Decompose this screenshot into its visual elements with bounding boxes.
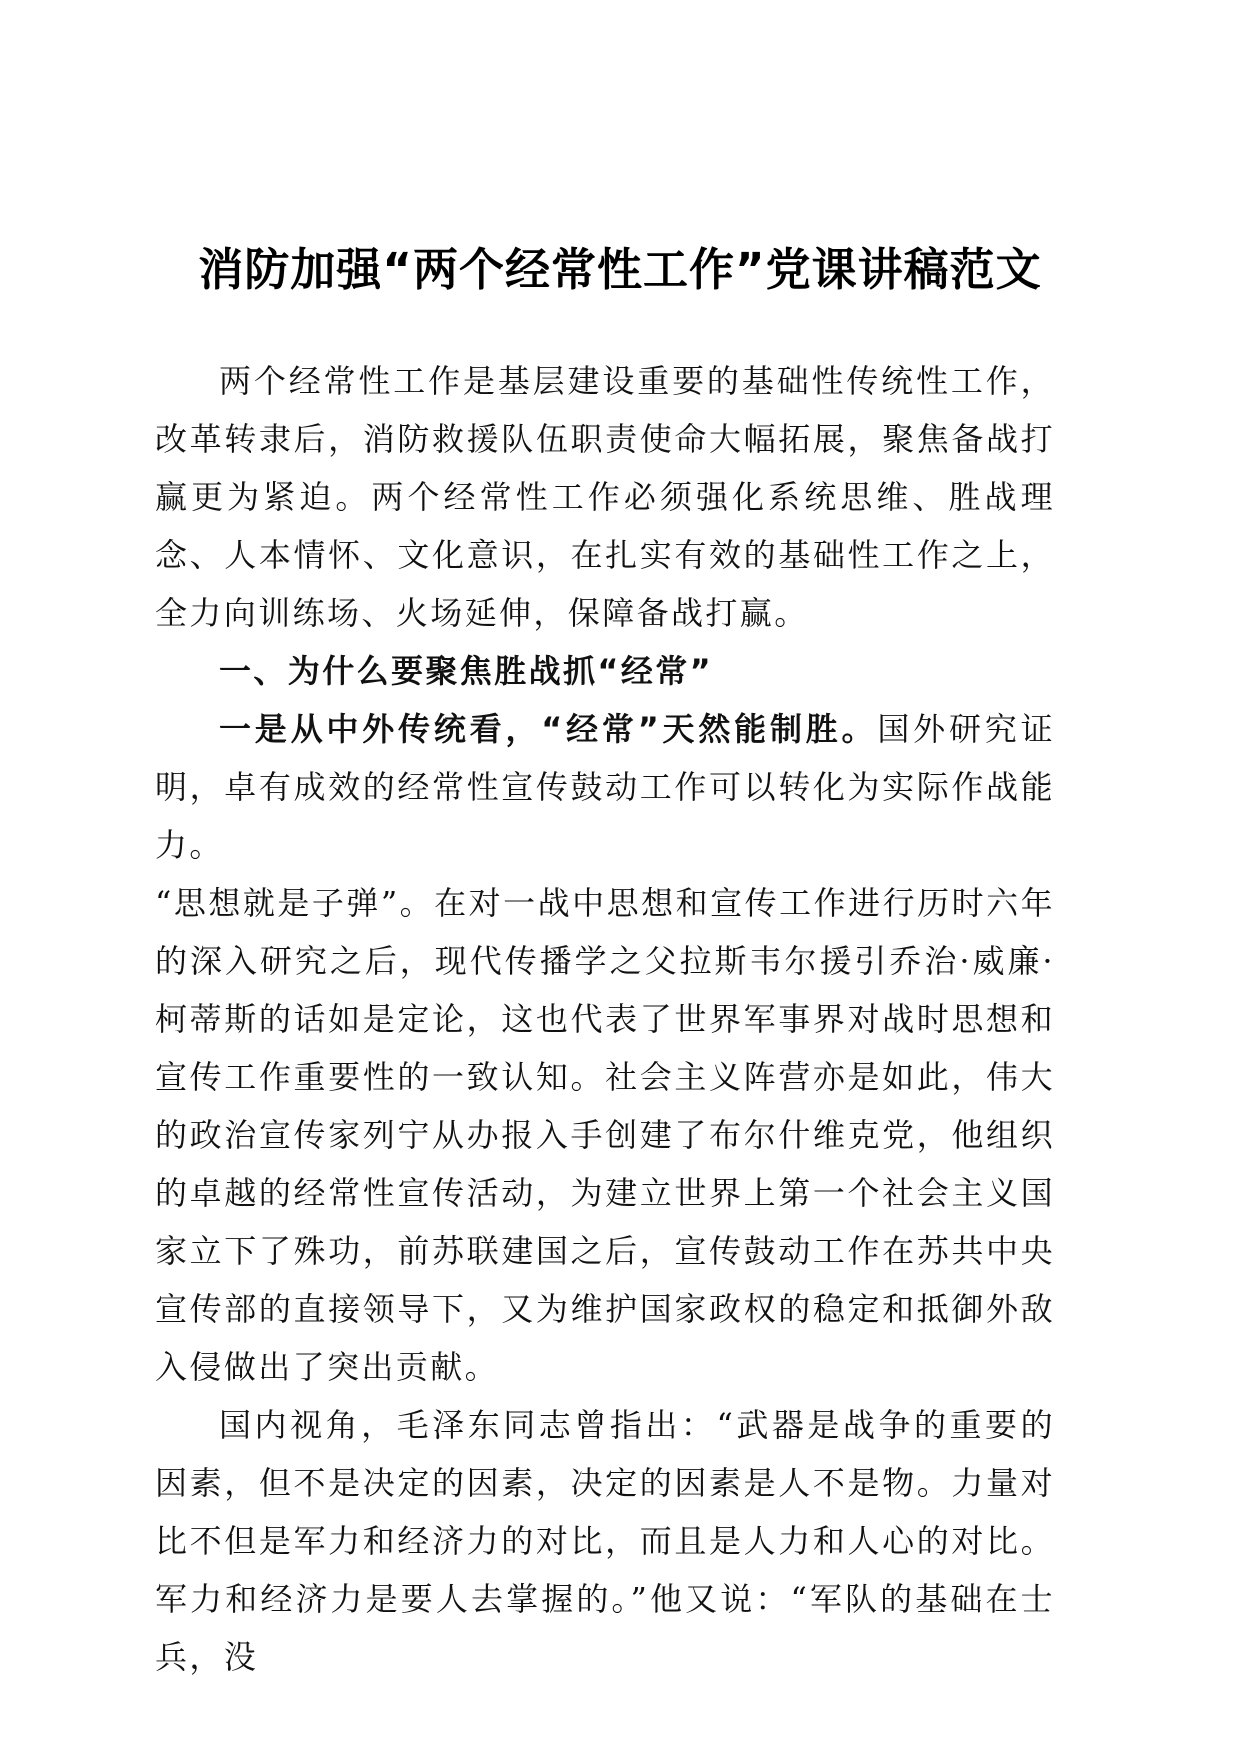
- document-body: [155, 352, 1055, 1686]
- intro-paragraph: 两个经常性工作是基层建设重要的基础性传统性工作，改革转隶后，消防救援队伍职责使命大幅拓展，聚焦备战打赢更为紧迫。两个经常性工作必须强化系统思维、胜战理念、人本情怀、文化意识，在扎实有效的基础性工作之上，全力向训练场、火场延伸，保障备战打赢。: [155, 362, 1055, 632]
- document-title: 消防加强“两个经常性工作”党课讲稿范文: [198, 243, 1042, 296]
- point-one-lead: 一是从中外传统看，“经常”天然能制胜。: [219, 710, 878, 748]
- domestic-paragraph: 国内视角，毛泽东同志曾指出：“武器是战争的重要的因素，但不是决定的因素，决定的因素是人不是物。力量对比不但是军力和经济力的对比，而且是人力和人心的对比。军力和经济力是要人去掌握的。”他又说：“军队的基础在士兵，没: [155, 1406, 1055, 1676]
- quote-paragraph: “思想就是子弹”。在对一战中思想和宣传工作进行历时六年的深入研究之后，现代传播学之父拉斯韦尔援引乔治·威廉·柯蒂斯的话如是定论，这也代表了世界军事界对战时思想和宣传工作重要性的一致认知。社会主义阵营亦是如此，伟大的政治宣传家列宁从办报入手创建了布尔什维克党，他组织的卓越的经常性宣传活动，为建立世界上第一个社会主义国家立下了殊功，前苏联建国之后，宣传鼓动工作在苏共中央宣传部的直接领导下，又为维护国家政权的稳定和抵御外敌入侵做出了突出贡献。: [155, 884, 1055, 1386]
- point-one-paragraph: [155, 700, 1055, 874]
- section-heading: 一、为什么要聚焦胜战抓“经常”: [219, 652, 714, 690]
- point-one-text: 国外研究证明，卓有成效的经常性宣传鼓动工作可以转化为实际作战能力。: [155, 710, 1055, 864]
